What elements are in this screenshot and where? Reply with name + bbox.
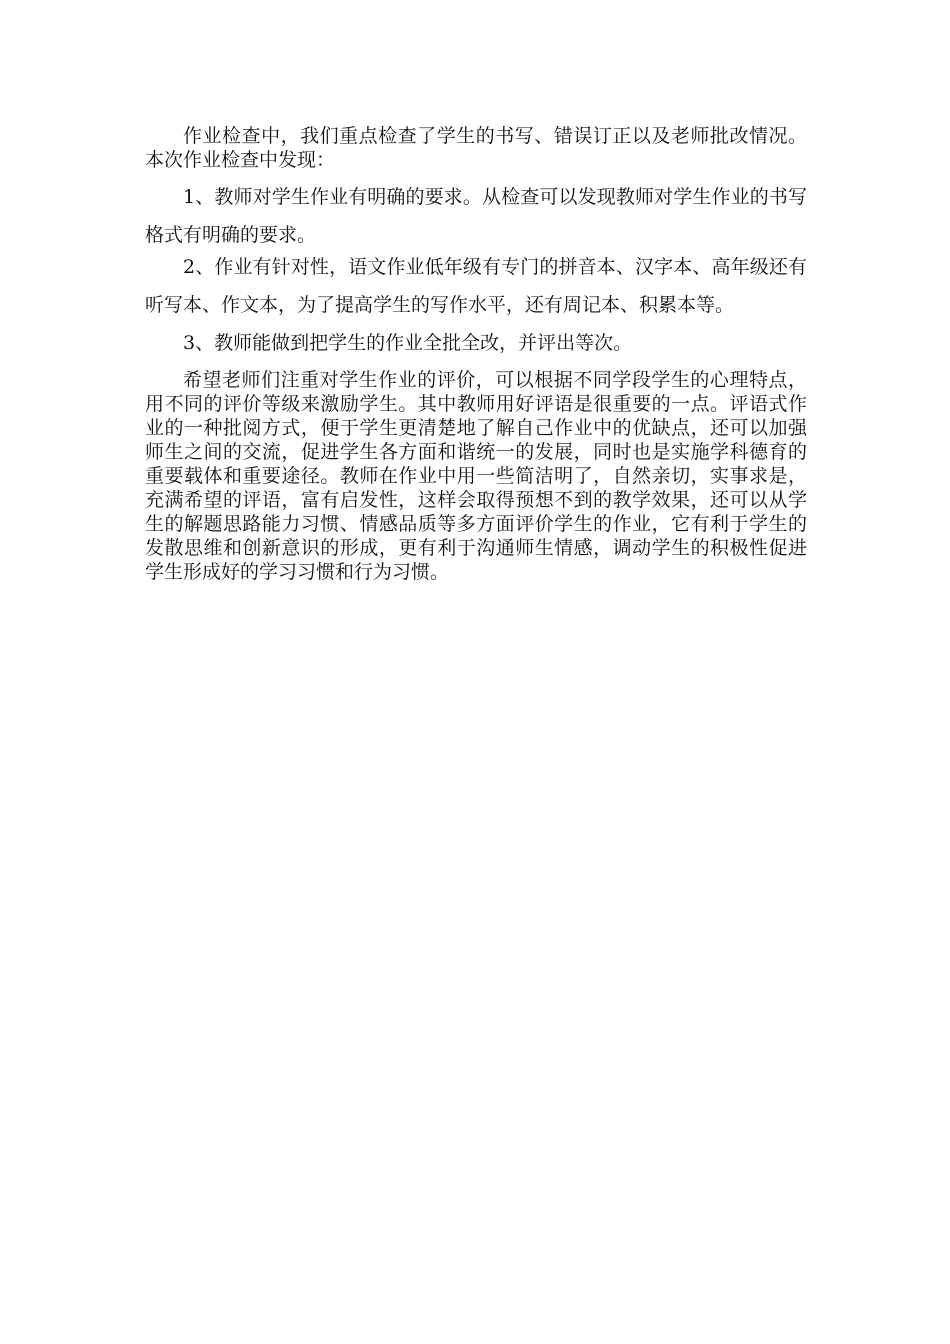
recommendation-paragraph: 希望老师们注重对学生作业的评价，可以根据不同学段学生的心理特点，用不同的评价等级来激励学生。其中教师用好评语是很重要的一点。评语式作业的一种批阅方式，便于学生更清楚地了解自己作业中的优缺点，还可以加强师生之间的交流，促进学生各方面和谐统一的发展，同时也是实施学科德育的重要载体和重要途径。教师在作业中用一些简洁明了，自然亲切，实事求是，充满希望的评语，富有启发性，这样会取得预想不到的教学效果，还可以从学生的解题思路能力习惯、情感品质等多方面评价学生的作业，它有利于学生的发散思维和创新意识的形成，更有利于沟通师生情感，调动学生的积极性促进学生形成好的学习习惯和行为习惯。 [145, 369, 807, 583]
intro-paragraph: 作业检查中，我们重点检查了学生的书写、错误订正以及老师批改情况。 本次作业检查中发现： [145, 125, 807, 171]
finding-paragraph-1: 1、教师对学生作业有明确的要求。从检查可以发现教师对学生作业的书写格式有明确的要求。 [145, 186, 807, 246]
document-body [145, 124, 807, 584]
finding-paragraph-2: 2、作业有针对性，语文作业低年级有专门的拼音本、汉字本、高年级还有听写本、作文本，为了提高学生的写作水平，还有周记本、积累本等。 [145, 256, 807, 316]
finding-paragraph-3: 3、教师能做到把学生的作业全批全改，并评出等次。 [183, 332, 633, 354]
